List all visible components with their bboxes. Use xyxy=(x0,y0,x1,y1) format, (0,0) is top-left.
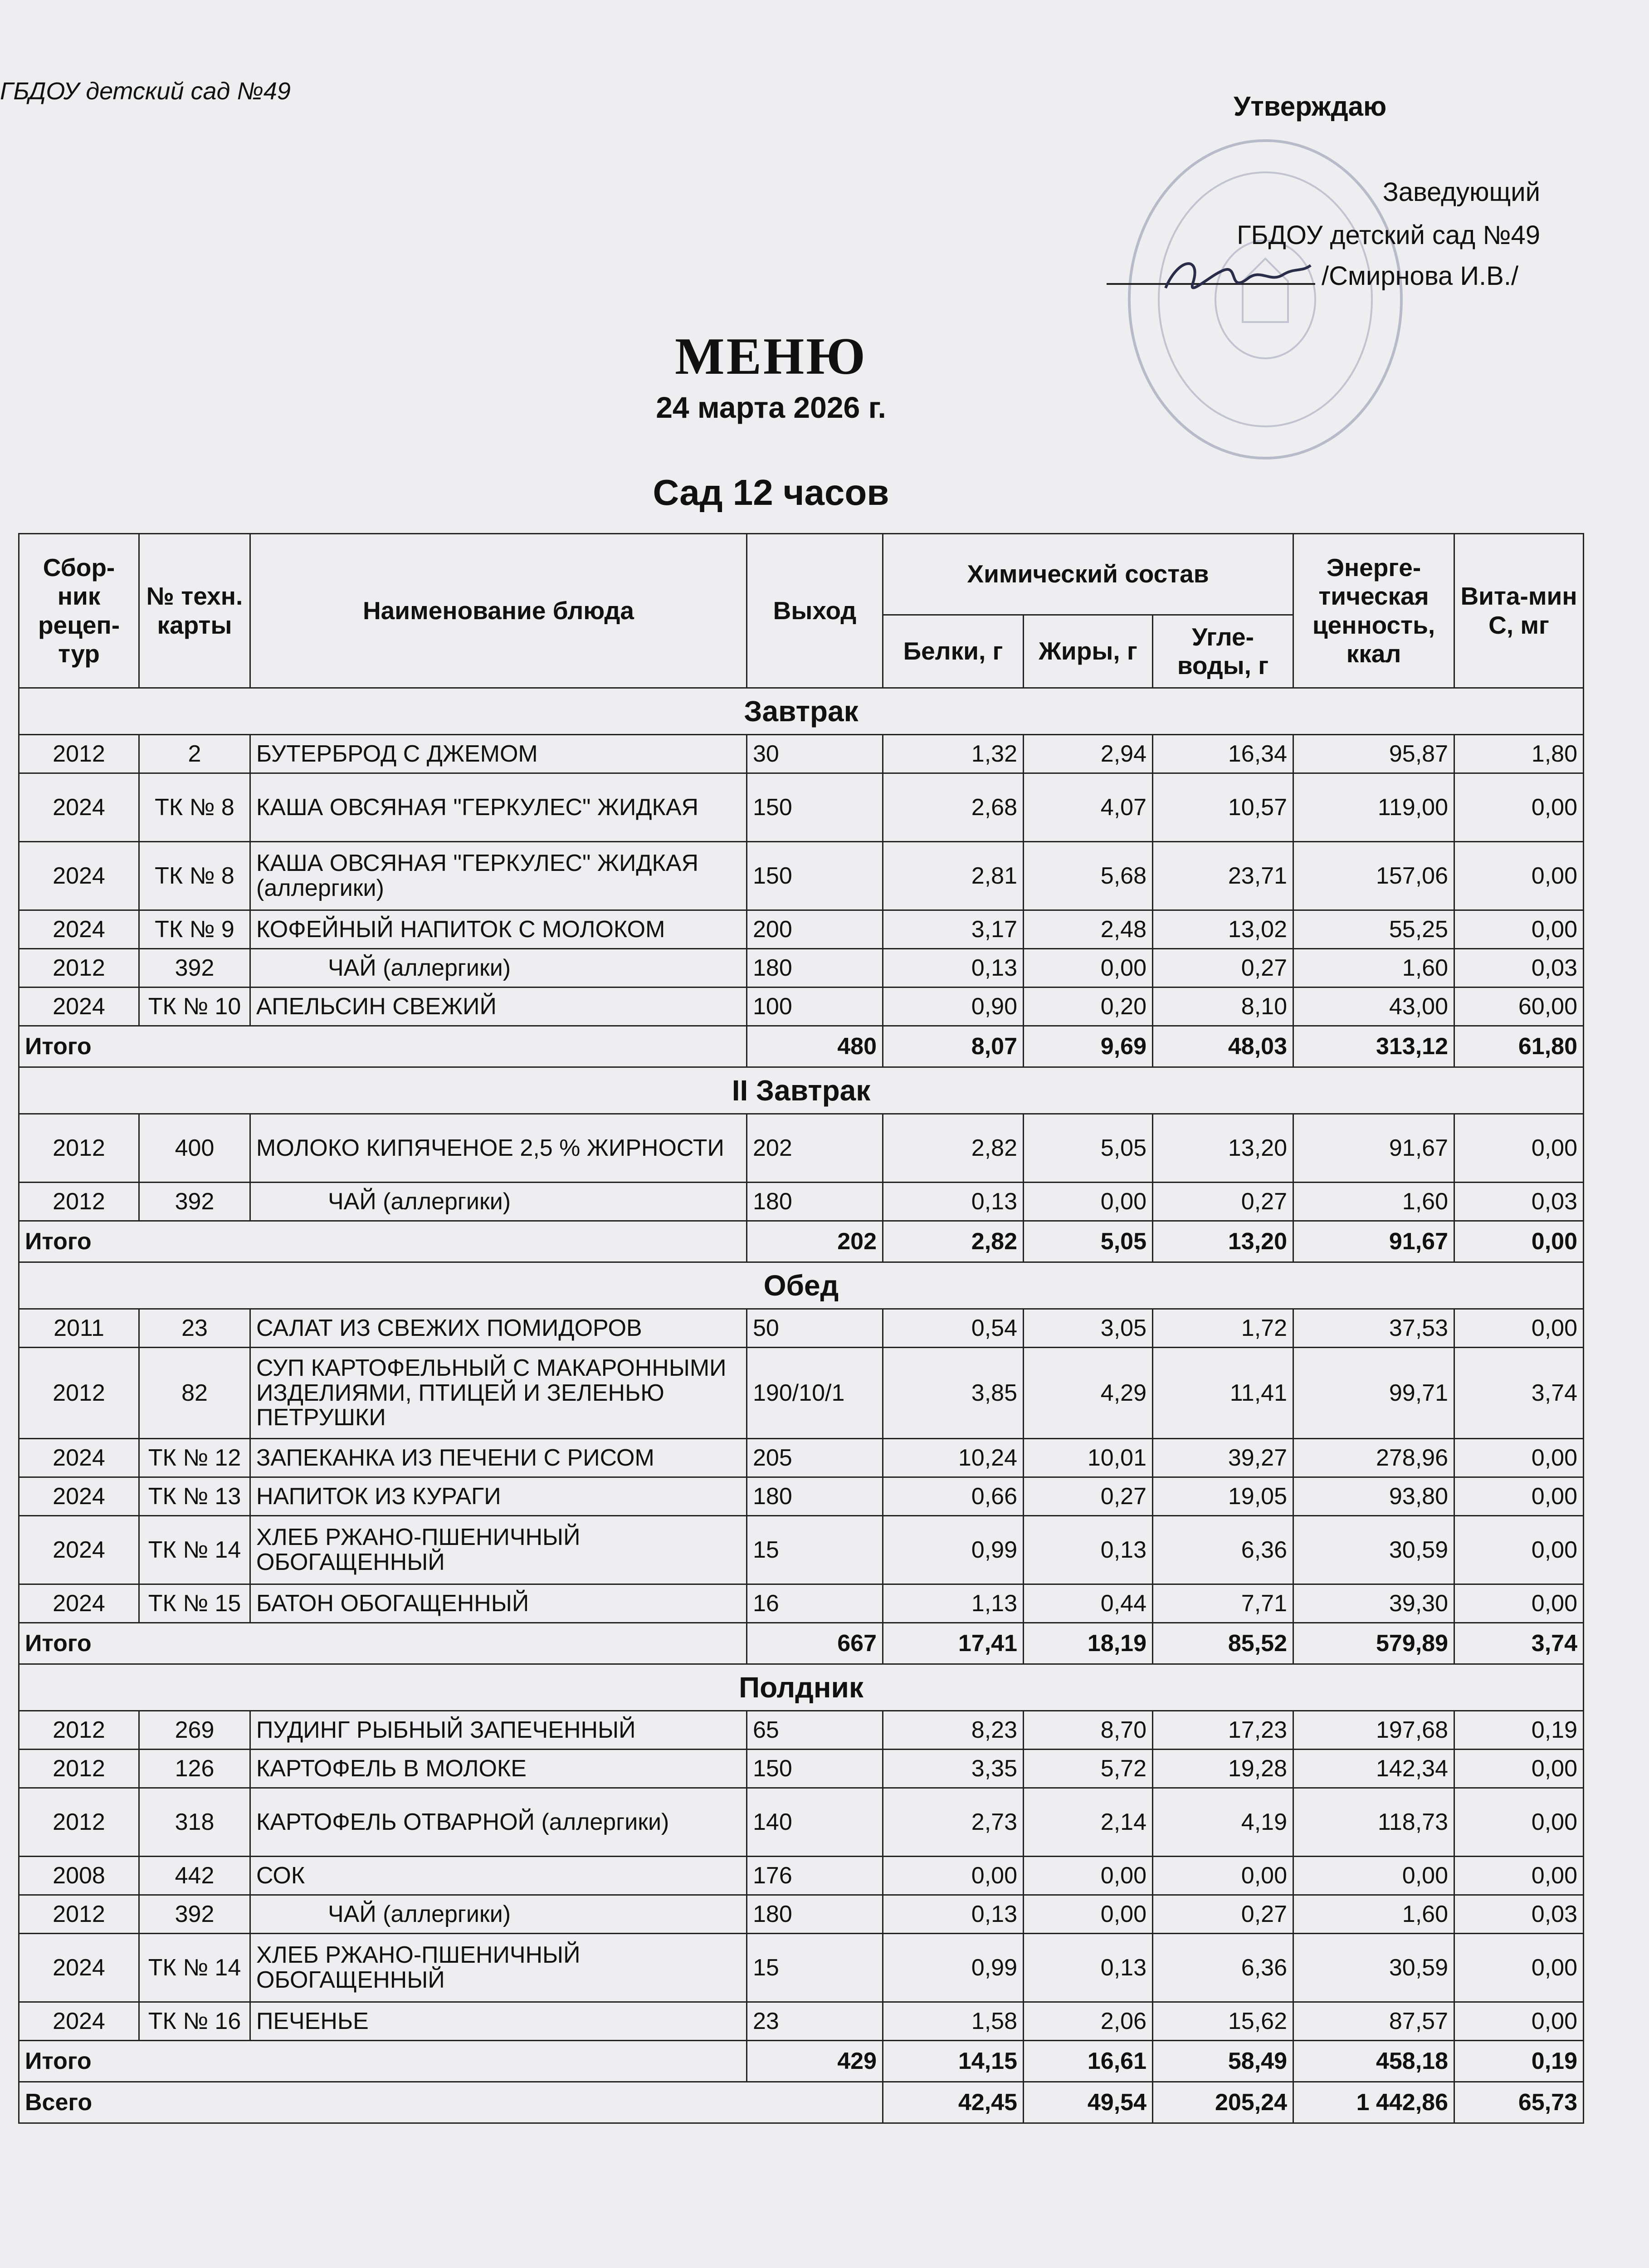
table-row xyxy=(19,1895,1584,1934)
cell-proteins: 3,35 xyxy=(883,1750,1024,1788)
cell-fats: 8,70 xyxy=(1024,1711,1153,1750)
total-label: Итого xyxy=(19,1026,747,1067)
head-name: /Смирнова И.В./ xyxy=(1322,261,1519,291)
cell-year: 2008 xyxy=(19,1857,139,1895)
table-row xyxy=(19,949,1584,987)
table-row xyxy=(19,1114,1584,1183)
cell-carbs: 17,23 xyxy=(1153,1711,1293,1750)
cell-year: 2024 xyxy=(19,1439,139,1477)
cell-energy: 1,60 xyxy=(1293,1183,1454,1221)
table-row xyxy=(19,773,1584,842)
cell-carbs: 19,05 xyxy=(1153,1477,1293,1516)
cell-carbs: 8,10 xyxy=(1153,987,1293,1026)
cell-vitamin: 0,00 xyxy=(1454,1477,1584,1516)
cell-year: 2011 xyxy=(19,1309,139,1348)
cell-output: 180 xyxy=(747,1477,883,1516)
total-vitamin: 0,19 xyxy=(1454,2041,1584,2082)
cell-year: 2024 xyxy=(19,842,139,910)
cell-card: ТК № 9 xyxy=(139,910,250,949)
cell-dish: НАПИТОК ИЗ КУРАГИ xyxy=(250,1477,747,1516)
cell-energy: 30,59 xyxy=(1293,1516,1454,1584)
cell-energy: 43,00 xyxy=(1293,987,1454,1026)
cell-dish: ПЕЧЕНЬЕ xyxy=(250,2002,747,2041)
cell-output: 180 xyxy=(747,1183,883,1221)
table-row xyxy=(19,1934,1584,2002)
total-proteins: 2,82 xyxy=(883,1221,1024,1262)
cell-year: 2012 xyxy=(19,1114,139,1183)
cell-energy: 55,25 xyxy=(1293,910,1454,949)
cell-energy: 95,87 xyxy=(1293,735,1454,773)
total-fats: 16,61 xyxy=(1024,2041,1153,2082)
cell-proteins: 0,13 xyxy=(883,949,1024,987)
cell-card: 82 xyxy=(139,1348,250,1439)
cell-card: ТК № 12 xyxy=(139,1439,250,1477)
cell-year: 2012 xyxy=(19,735,139,773)
section-title: Завтрак xyxy=(19,688,1584,735)
total-fats: 18,19 xyxy=(1024,1623,1153,1664)
cell-output: 15 xyxy=(747,1934,883,2002)
cell-vitamin: 0,03 xyxy=(1454,949,1584,987)
cell-dish: САЛАТ ИЗ СВЕЖИХ ПОМИДОРОВ xyxy=(250,1309,747,1348)
cell-vitamin: 0,00 xyxy=(1454,2002,1584,2041)
cell-proteins: 8,23 xyxy=(883,1711,1024,1750)
cell-fats: 0,13 xyxy=(1024,1934,1153,2002)
cell-dish: ХЛЕБ РЖАНО-ПШЕНИЧНЫЙ ОБОГАЩЕННЫЙ xyxy=(250,1934,747,2002)
cell-proteins: 0,99 xyxy=(883,1516,1024,1584)
total-energy: 458,18 xyxy=(1293,2041,1454,2082)
table-row xyxy=(19,987,1584,1026)
total-row xyxy=(19,1221,1584,1262)
cell-output: 190/10/1 xyxy=(747,1348,883,1439)
cell-year: 2024 xyxy=(19,773,139,842)
cell-carbs: 0,27 xyxy=(1153,949,1293,987)
grand-total-vitamin: 65,73 xyxy=(1454,2082,1584,2123)
table-row xyxy=(19,2002,1584,2041)
menu-date: 24 марта 2026 г. xyxy=(656,391,886,424)
cell-vitamin: 0,00 xyxy=(1454,773,1584,842)
cell-year: 2024 xyxy=(19,910,139,949)
cell-energy: 197,68 xyxy=(1293,1711,1454,1750)
cell-dish: СОК xyxy=(250,1857,747,1895)
table-row xyxy=(19,1516,1584,1584)
table-row xyxy=(19,1750,1584,1788)
cell-output: 100 xyxy=(747,987,883,1026)
cell-card: ТК № 8 xyxy=(139,842,250,910)
cell-year: 2012 xyxy=(19,1711,139,1750)
total-proteins: 17,41 xyxy=(883,1623,1024,1664)
cell-vitamin: 0,00 xyxy=(1454,1584,1584,1623)
cell-proteins: 1,13 xyxy=(883,1584,1024,1623)
col-carbs: Угле-воды, г xyxy=(1153,615,1293,688)
grand-total-energy: 1 442,86 xyxy=(1293,2082,1454,2123)
cell-carbs: 7,71 xyxy=(1153,1584,1293,1623)
cell-proteins: 1,58 xyxy=(883,2002,1024,2041)
cell-card: 2 xyxy=(139,735,250,773)
table-row xyxy=(19,1711,1584,1750)
cell-carbs: 6,36 xyxy=(1153,1934,1293,2002)
cell-carbs: 15,62 xyxy=(1153,2002,1293,2041)
cell-fats: 0,13 xyxy=(1024,1516,1153,1584)
cell-proteins: 0,13 xyxy=(883,1895,1024,1934)
cell-carbs: 0,27 xyxy=(1153,1895,1293,1934)
cell-energy: 278,96 xyxy=(1293,1439,1454,1477)
total-row xyxy=(19,1623,1584,1664)
cell-energy: 87,57 xyxy=(1293,2002,1454,2041)
cell-card: 392 xyxy=(139,1183,250,1221)
cell-proteins: 0,90 xyxy=(883,987,1024,1026)
cell-dish: ЧАЙ (аллергики) xyxy=(250,949,747,987)
col-collection: Сбор-ник рецеп-тур xyxy=(19,534,139,688)
cell-energy: 1,60 xyxy=(1293,1895,1454,1934)
cell-fats: 0,44 xyxy=(1024,1584,1153,1623)
cell-year: 2012 xyxy=(19,1183,139,1221)
approval-label: Утверждаю xyxy=(1234,91,1387,122)
table-row xyxy=(19,1857,1584,1895)
cell-card: ТК № 14 xyxy=(139,1516,250,1584)
cell-card: 23 xyxy=(139,1309,250,1348)
table-row xyxy=(19,1584,1584,1623)
cell-carbs: 1,72 xyxy=(1153,1309,1293,1348)
cell-dish: ЗАПЕКАНКА ИЗ ПЕЧЕНИ С РИСОМ xyxy=(250,1439,747,1477)
cell-energy: 118,73 xyxy=(1293,1788,1454,1857)
cell-output: 176 xyxy=(747,1857,883,1895)
grand-total-label: Всего xyxy=(19,2082,883,2123)
cell-output: 16 xyxy=(747,1584,883,1623)
cell-year: 2012 xyxy=(19,1750,139,1788)
cell-dish: ЧАЙ (аллергики) xyxy=(250,1895,747,1934)
total-label: Итого xyxy=(19,1623,747,1664)
cell-fats: 5,68 xyxy=(1024,842,1153,910)
cell-output: 180 xyxy=(747,1895,883,1934)
cell-output: 15 xyxy=(747,1516,883,1584)
total-carbs: 58,49 xyxy=(1153,2041,1293,2082)
total-energy: 579,89 xyxy=(1293,1623,1454,1664)
table-row xyxy=(19,910,1584,949)
cell-vitamin: 0,00 xyxy=(1454,1788,1584,1857)
cell-dish: МОЛОКО КИПЯЧЕНОЕ 2,5 % ЖИРНОСТИ xyxy=(250,1114,747,1183)
cell-year: 2024 xyxy=(19,1584,139,1623)
table-row xyxy=(19,1439,1584,1477)
cell-carbs: 0,00 xyxy=(1153,1857,1293,1895)
cell-proteins: 10,24 xyxy=(883,1439,1024,1477)
section-title: II Завтрак xyxy=(19,1067,1584,1114)
total-energy: 91,67 xyxy=(1293,1221,1454,1262)
col-energy: Энерге-тическая ценность, ккал xyxy=(1293,534,1454,688)
cell-vitamin: 0,03 xyxy=(1454,1183,1584,1221)
total-label: Итого xyxy=(19,1221,747,1262)
total-output: 667 xyxy=(747,1623,883,1664)
cell-energy: 91,67 xyxy=(1293,1114,1454,1183)
cell-fats: 0,00 xyxy=(1024,1857,1153,1895)
cell-proteins: 3,17 xyxy=(883,910,1024,949)
col-output: Выход xyxy=(747,534,883,688)
grand-total-proteins: 42,45 xyxy=(883,2082,1024,2123)
col-proteins: Белки, г xyxy=(883,615,1024,688)
cell-card: 126 xyxy=(139,1750,250,1788)
cell-dish: СУП КАРТОФЕЛЬНЫЙ С МАКАРОННЫМИ ИЗДЕЛИЯМИ, ПТИЦЕЙ И ЗЕЛЕНЬЮ ПЕТРУШКИ xyxy=(250,1348,747,1439)
total-proteins: 14,15 xyxy=(883,2041,1024,2082)
total-row xyxy=(19,1026,1584,1067)
total-vitamin: 0,00 xyxy=(1454,1221,1584,1262)
cell-year: 2024 xyxy=(19,987,139,1026)
total-vitamin: 3,74 xyxy=(1454,1623,1584,1664)
cell-carbs: 6,36 xyxy=(1153,1516,1293,1584)
cell-proteins: 2,82 xyxy=(883,1114,1024,1183)
cell-proteins: 0,66 xyxy=(883,1477,1024,1516)
cell-energy: 93,80 xyxy=(1293,1477,1454,1516)
cell-vitamin: 0,00 xyxy=(1454,1439,1584,1477)
cell-vitamin: 0,00 xyxy=(1454,910,1584,949)
cell-energy: 39,30 xyxy=(1293,1584,1454,1623)
col-chemical: Химический состав xyxy=(883,534,1293,615)
col-fats: Жиры, г xyxy=(1024,615,1153,688)
cell-carbs: 16,34 xyxy=(1153,735,1293,773)
cell-proteins: 0,54 xyxy=(883,1309,1024,1348)
total-carbs: 85,52 xyxy=(1153,1623,1293,1664)
cell-output: 50 xyxy=(747,1309,883,1348)
cell-fats: 0,20 xyxy=(1024,987,1153,1026)
cell-dish: КОФЕЙНЫЙ НАПИТОК С МОЛОКОМ xyxy=(250,910,747,949)
cell-card: ТК № 13 xyxy=(139,1477,250,1516)
cell-proteins: 2,81 xyxy=(883,842,1024,910)
cell-year: 2012 xyxy=(19,949,139,987)
cell-year: 2012 xyxy=(19,1895,139,1934)
cell-fats: 10,01 xyxy=(1024,1439,1153,1477)
cell-fats: 2,94 xyxy=(1024,735,1153,773)
cell-energy: 1,60 xyxy=(1293,949,1454,987)
table-row xyxy=(19,1309,1584,1348)
cell-fats: 3,05 xyxy=(1024,1309,1153,1348)
cell-output: 200 xyxy=(747,910,883,949)
total-vitamin: 61,80 xyxy=(1454,1026,1584,1067)
cell-output: 150 xyxy=(747,842,883,910)
cell-dish: КАРТОФЕЛЬ ОТВАРНОЙ (аллергики) xyxy=(250,1788,747,1857)
menu-title: МЕНЮ xyxy=(675,327,867,386)
cell-fats: 2,14 xyxy=(1024,1788,1153,1857)
cell-vitamin: 0,00 xyxy=(1454,1114,1584,1183)
cell-fats: 2,06 xyxy=(1024,2002,1153,2041)
cell-year: 2012 xyxy=(19,1348,139,1439)
table-row xyxy=(19,1788,1584,1857)
cell-vitamin: 0,03 xyxy=(1454,1895,1584,1934)
total-carbs: 13,20 xyxy=(1153,1221,1293,1262)
cell-output: 202 xyxy=(747,1114,883,1183)
cell-card: 400 xyxy=(139,1114,250,1183)
cell-dish: КАША ОВСЯНАЯ "ГЕРКУЛЕС" ЖИДКАЯ (аллергики) xyxy=(250,842,747,910)
cell-dish: КАША ОВСЯНАЯ "ГЕРКУЛЕС" ЖИДКАЯ xyxy=(250,773,747,842)
cell-year: 2024 xyxy=(19,2002,139,2041)
cell-proteins: 0,13 xyxy=(883,1183,1024,1221)
grand-total-fats: 49,54 xyxy=(1024,2082,1153,2123)
cell-output: 140 xyxy=(747,1788,883,1857)
total-fats: 5,05 xyxy=(1024,1221,1153,1262)
group-name: Сад 12 часов xyxy=(653,472,889,513)
cell-card: ТК № 8 xyxy=(139,773,250,842)
cell-energy: 0,00 xyxy=(1293,1857,1454,1895)
cell-proteins: 2,73 xyxy=(883,1788,1024,1857)
cell-vitamin: 0,00 xyxy=(1454,1309,1584,1348)
cell-card: 392 xyxy=(139,949,250,987)
menu-table xyxy=(18,533,1584,2124)
cell-output: 65 xyxy=(747,1711,883,1750)
cell-carbs: 0,27 xyxy=(1153,1183,1293,1221)
cell-energy: 119,00 xyxy=(1293,773,1454,842)
cell-year: 2024 xyxy=(19,1516,139,1584)
cell-fats: 0,27 xyxy=(1024,1477,1153,1516)
cell-dish: КАРТОФЕЛЬ В МОЛОКЕ xyxy=(250,1750,747,1788)
cell-carbs: 13,02 xyxy=(1153,910,1293,949)
cell-fats: 0,00 xyxy=(1024,1183,1153,1221)
table-row xyxy=(19,1477,1584,1516)
cell-proteins: 0,00 xyxy=(883,1857,1024,1895)
cell-fats: 5,72 xyxy=(1024,1750,1153,1788)
total-label: Итого xyxy=(19,2041,747,2082)
cell-carbs: 39,27 xyxy=(1153,1439,1293,1477)
cell-fats: 0,00 xyxy=(1024,1895,1153,1934)
cell-vitamin: 0,19 xyxy=(1454,1711,1584,1750)
cell-energy: 157,06 xyxy=(1293,842,1454,910)
total-carbs: 48,03 xyxy=(1153,1026,1293,1067)
cell-proteins: 0,99 xyxy=(883,1934,1024,2002)
cell-year: 2012 xyxy=(19,1788,139,1857)
grand-total-carbs: 205,24 xyxy=(1153,2082,1293,2123)
cell-vitamin: 60,00 xyxy=(1454,987,1584,1026)
cell-carbs: 23,71 xyxy=(1153,842,1293,910)
cell-fats: 0,00 xyxy=(1024,949,1153,987)
total-output: 480 xyxy=(747,1026,883,1067)
cell-output: 180 xyxy=(747,949,883,987)
table-row xyxy=(19,735,1584,773)
cell-output: 205 xyxy=(747,1439,883,1477)
cell-proteins: 3,85 xyxy=(883,1348,1024,1439)
cell-carbs: 4,19 xyxy=(1153,1788,1293,1857)
cell-card: ТК № 14 xyxy=(139,1934,250,2002)
total-output: 202 xyxy=(747,1221,883,1262)
cell-fats: 2,48 xyxy=(1024,910,1153,949)
cell-card: ТК № 15 xyxy=(139,1584,250,1623)
cell-vitamin: 0,00 xyxy=(1454,1857,1584,1895)
cell-year: 2024 xyxy=(19,1477,139,1516)
grand-total-row xyxy=(19,2082,1584,2123)
cell-fats: 5,05 xyxy=(1024,1114,1153,1183)
cell-output: 30 xyxy=(747,735,883,773)
cell-vitamin: 0,00 xyxy=(1454,1750,1584,1788)
cell-vitamin: 0,00 xyxy=(1454,1516,1584,1584)
head-position: Заведующий xyxy=(1382,177,1540,207)
col-dish-name: Наименование блюда xyxy=(250,534,747,688)
cell-year: 2024 xyxy=(19,1934,139,2002)
cell-output: 150 xyxy=(747,1750,883,1788)
cell-dish: ПУДИНГ РЫБНЫЙ ЗАПЕЧЕННЫЙ xyxy=(250,1711,747,1750)
cell-proteins: 1,32 xyxy=(883,735,1024,773)
cell-carbs: 11,41 xyxy=(1153,1348,1293,1439)
section-title: Полдник xyxy=(19,1664,1584,1711)
cell-dish: АПЕЛЬСИН СВЕЖИЙ xyxy=(250,987,747,1026)
total-output: 429 xyxy=(747,2041,883,2082)
total-energy: 313,12 xyxy=(1293,1026,1454,1067)
cell-fats: 4,07 xyxy=(1024,773,1153,842)
signature-icon xyxy=(1161,247,1315,306)
cell-dish: БАТОН ОБОГАЩЕННЫЙ xyxy=(250,1584,747,1623)
cell-carbs: 13,20 xyxy=(1153,1114,1293,1183)
cell-fats: 4,29 xyxy=(1024,1348,1153,1439)
head-organization: ГБДОУ детский сад №49 xyxy=(1237,220,1540,250)
cell-vitamin: 0,00 xyxy=(1454,1934,1584,2002)
cell-carbs: 19,28 xyxy=(1153,1750,1293,1788)
cell-vitamin: 3,74 xyxy=(1454,1348,1584,1439)
cell-energy: 30,59 xyxy=(1293,1934,1454,2002)
table-row xyxy=(19,842,1584,910)
cell-dish: БУТЕРБРОД С ДЖЕМОМ xyxy=(250,735,747,773)
cell-card: 318 xyxy=(139,1788,250,1857)
col-card-no: № техн. карты xyxy=(139,534,250,688)
cell-output: 150 xyxy=(747,773,883,842)
cell-card: ТК № 10 xyxy=(139,987,250,1026)
cell-energy: 99,71 xyxy=(1293,1348,1454,1439)
total-fats: 9,69 xyxy=(1024,1026,1153,1067)
cell-vitamin: 1,80 xyxy=(1454,735,1584,773)
cell-carbs: 10,57 xyxy=(1153,773,1293,842)
total-row xyxy=(19,2041,1584,2082)
cell-dish: ХЛЕБ РЖАНО-ПШЕНИЧНЫЙ ОБОГАЩЕННЫЙ xyxy=(250,1516,747,1584)
cell-card: ТК № 16 xyxy=(139,2002,250,2041)
table-row xyxy=(19,1348,1584,1439)
table-row xyxy=(19,1183,1584,1221)
total-proteins: 8,07 xyxy=(883,1026,1024,1067)
cell-energy: 37,53 xyxy=(1293,1309,1454,1348)
organization-name: ГБДОУ детский сад №49 xyxy=(0,78,291,105)
cell-vitamin: 0,00 xyxy=(1454,842,1584,910)
cell-output: 23 xyxy=(747,2002,883,2041)
col-vitamin: Вита-мин С, мг xyxy=(1454,534,1584,688)
cell-card: 269 xyxy=(139,1711,250,1750)
cell-energy: 142,34 xyxy=(1293,1750,1454,1788)
cell-card: 442 xyxy=(139,1857,250,1895)
section-title: Обед xyxy=(19,1262,1584,1309)
cell-proteins: 2,68 xyxy=(883,773,1024,842)
cell-dish: ЧАЙ (аллергики) xyxy=(250,1183,747,1221)
cell-card: 392 xyxy=(139,1895,250,1934)
